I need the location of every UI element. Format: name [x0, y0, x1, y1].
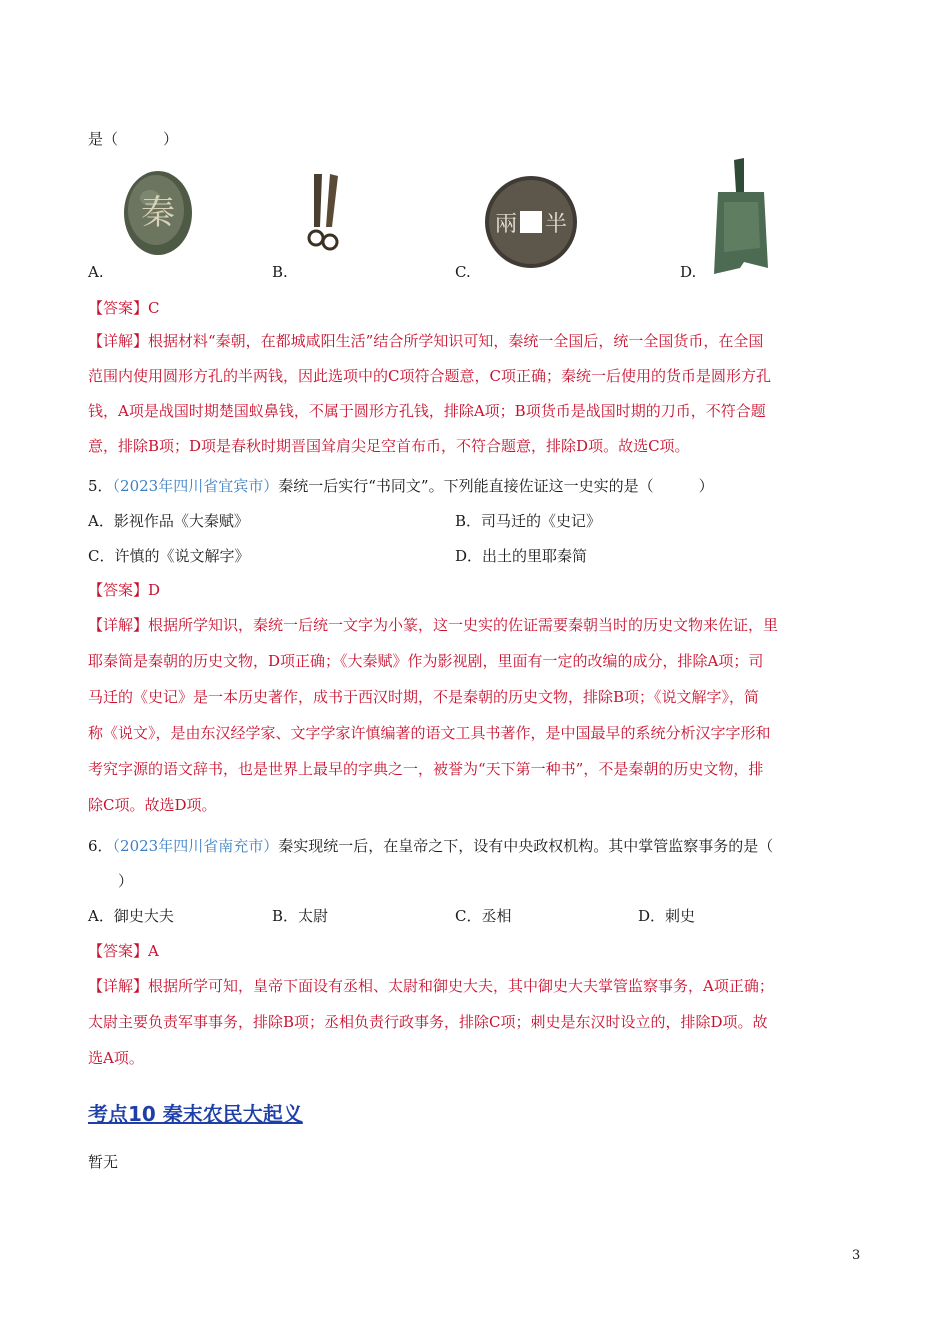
q4-explanation-line: 范围内使用圆形方孔的半两钱，因此选项中的C项符合题意，C项正确；秦统一后使用的货币是圆形方孔 — [88, 367, 771, 385]
coin-c-left-inscription: 兩 — [494, 212, 518, 237]
question-text: 秦实现统一后，在皇帝之下，设有中央政权机构。其中掌管监察事务的是（ — [278, 837, 774, 855]
coin-a-inscription: 秦 — [141, 193, 175, 233]
q4-explanation-line: 意，排除B项；D项是春秋时期晋国耸肩尖足空首布币，不符合题意，排除D项。故选C项。 — [88, 437, 690, 455]
question-number: 5． — [88, 477, 113, 495]
question-5-stem — [88, 476, 868, 496]
q6-explanation-line: 【详解】根据所学可知，皇帝下面设有丞相、太尉和御史大夫，其中御史大夫掌管监察事务，A项正确； — [88, 977, 774, 995]
q5-option-d: D．出土的里耶秦简 — [455, 547, 588, 565]
q5-option-c: C．许慎的《说文解字》 — [88, 547, 250, 565]
ban-liang-coin-icon — [484, 175, 578, 269]
question-number: 6． — [88, 837, 113, 855]
knife-coin-icon — [300, 172, 350, 252]
coin-c-right-inscription: 半 — [544, 212, 568, 237]
q5-explanation-line: 马迁的《史记》是一本历史著作，成书于西汉时期，不是秦朝的历史文物，排除B项；《说文解字》，简 — [88, 688, 760, 706]
section-body: 暂无 — [88, 1153, 119, 1171]
question-4-stem-tail: 是（ ） — [88, 130, 179, 148]
option-b-label: B. — [272, 263, 288, 281]
q4-explanation-line: 钱，A项是战国时期楚国蚁鼻钱，不属于圆形方孔钱，排除A项；B项货币是战国时期的刀币，不符合题 — [88, 402, 766, 420]
question-6-stem — [88, 836, 868, 856]
q6-option-d: D．刺史 — [638, 907, 696, 925]
option-c-label: C. — [455, 263, 471, 281]
option-a-label: A. — [88, 263, 104, 281]
q6-option-a: A．御史大夫 — [88, 907, 174, 925]
q5-explanation-line: 考究字源的语文辞书，也是世界上最早的字典之一，被誉为“天下第一种书”，不是秦朝的历史文物，排 — [88, 760, 764, 778]
page-number: 3 — [852, 1248, 861, 1263]
q6-explanation-line: 选A项。 — [88, 1049, 144, 1067]
q5-option-a: A．影视作品《大秦赋》 — [88, 512, 249, 530]
q6-answer: 【答案】A — [88, 942, 159, 960]
q4-answer: 【答案】C — [88, 299, 160, 317]
q5-explanation-line: 耶秦简是秦朝的历史文物，D项正确；《大秦赋》作为影视剧，里面有一定的改编的成分，排除A项；司 — [88, 652, 764, 670]
q5-answer: 【答案】D — [88, 581, 161, 599]
q5-explanation-line: 【详解】根据所学知识，秦统一后统一文字为小篆，这一史实的佐证需要秦朝当时的历史文物来佐证，里 — [88, 616, 779, 634]
question-source: （2023年四川省南充市） — [112, 837, 279, 855]
q4-explanation-line: 【详解】根据材料“秦朝，在都城咸阳生活”结合所学知识可知，秦统一全国后，统一全国货币，在全国 — [88, 332, 764, 350]
option-d-label: D. — [680, 263, 697, 281]
spade-coin-icon — [710, 158, 772, 276]
qin-ant-nose-coin-icon — [120, 168, 196, 258]
q6-option-b: B．太尉 — [272, 907, 329, 925]
question-6-stem-cont: ） — [118, 872, 134, 890]
q6-explanation-line: 太尉主要负责军事事务，排除B项；丞相负责行政事务，排除C项；刺史是东汉时设立的，排除D项。故 — [88, 1013, 768, 1031]
q5-explanation-line: 称《说文》，是由东汉经学家、文字学家许慎编著的语文工具书著作，是中国最早的系统分析汉字字形和 — [88, 724, 771, 742]
question-text: 秦统一后实行“书同文”。下列能直接佐证这一史实的是（ ） — [278, 477, 714, 495]
q5-explanation-line: 除C项。故选D项。 — [88, 796, 217, 814]
question-source: （2023年四川省宜宾市） — [112, 477, 279, 495]
q6-option-c: C．丞相 — [455, 907, 512, 925]
q5-option-b: B．司马迁的《史记》 — [455, 512, 602, 530]
section-heading: 考点10 秦末农民大起义 — [88, 1102, 303, 1126]
